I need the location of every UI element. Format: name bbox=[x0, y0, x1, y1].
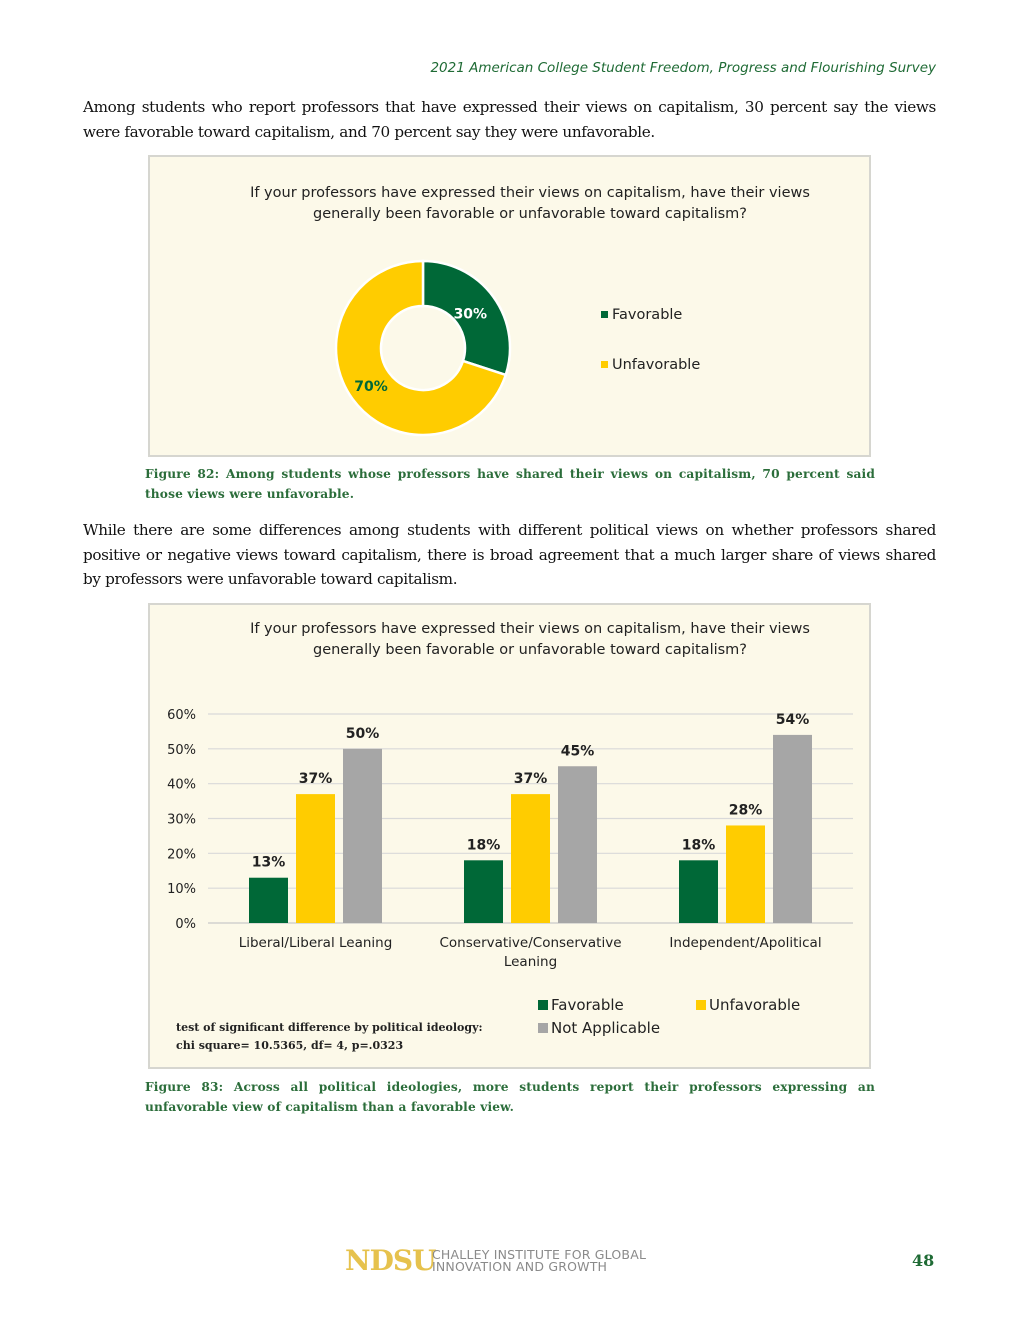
bar-chart-title: If your professors have expressed their views on capitalism, have their views generally been favorable or unfavorable toward capitalism? bbox=[250, 621, 810, 658]
bar-chart-figure-83 bbox=[148, 603, 871, 1069]
y-tick-label: 30% bbox=[167, 812, 196, 828]
running-header: 2021 American College Student Freedom, Progress and Flourishing Survey bbox=[430, 60, 936, 76]
legend-label-unfavorable: Unfavorable bbox=[612, 357, 701, 373]
bar-unfavorable bbox=[511, 794, 550, 923]
bar-chart-canvas bbox=[150, 605, 873, 1071]
legend-swatch-unfavorable bbox=[696, 1000, 706, 1010]
legend-label-favorable: Favorable bbox=[551, 996, 624, 1014]
paragraph-ideology: While there are some differences among students with different political views on whether professors shared positive or negative views toward capitalism, there is broad agreement that a much larger share of views shared by professors were unfavorable toward capitalism. bbox=[83, 521, 936, 588]
x-category-label: Leaning bbox=[503, 954, 558, 970]
bar-data-label: 37% bbox=[298, 771, 333, 788]
donut-chart-figure-82 bbox=[148, 155, 871, 457]
legend-swatch-not-applicable bbox=[538, 1023, 548, 1033]
legend-swatch-favorable bbox=[538, 1000, 548, 1010]
bar-not-applicable bbox=[558, 766, 597, 923]
institute-line-1: CHALLEY INSTITUTE FOR GLOBAL bbox=[432, 1247, 647, 1262]
legend-label-favorable: Favorable bbox=[612, 307, 683, 323]
bar-data-label: 18% bbox=[466, 837, 501, 854]
y-tick-label: 20% bbox=[167, 847, 196, 863]
bar-favorable bbox=[464, 860, 503, 923]
annotation-line-2: chi square= 10.5365, df= 4, p=.0323 bbox=[176, 1039, 404, 1052]
annotation-line-1: test of significant difference by political ideology: bbox=[176, 1021, 483, 1034]
figure-82-caption: Figure 82: Among students whose professors have shared their views on capitalism, 70 percent said those views were unfavorable. bbox=[145, 467, 875, 501]
institute-name bbox=[432, 1249, 646, 1273]
bar-data-label: 37% bbox=[513, 771, 548, 788]
page-number: 48 bbox=[912, 1251, 935, 1270]
x-category-label: Liberal/Liberal Leaning bbox=[238, 935, 393, 951]
bar-data-label: 54% bbox=[775, 711, 810, 728]
bar-data-label: 13% bbox=[251, 854, 286, 871]
bar-favorable bbox=[249, 878, 288, 923]
bar-not-applicable bbox=[343, 749, 382, 923]
donut-data-label: 30% bbox=[453, 306, 488, 323]
legend-swatch-favorable bbox=[601, 311, 608, 318]
x-category-label: Independent/Apolitical bbox=[669, 935, 822, 951]
legend-label-unfavorable: Unfavorable bbox=[709, 996, 801, 1014]
ndsu-logo: NDSU bbox=[345, 1244, 436, 1277]
y-tick-label: 0% bbox=[175, 917, 196, 932]
legend-swatch-unfavorable bbox=[601, 361, 608, 368]
bar-unfavorable bbox=[296, 794, 335, 923]
bar-unfavorable bbox=[726, 825, 765, 923]
donut-chart-title: If your professors have expressed their views on capitalism, have their views generally been favorable or unfavorable toward capitalism? bbox=[250, 185, 810, 222]
y-tick-label: 50% bbox=[167, 742, 196, 758]
bar-not-applicable bbox=[773, 735, 812, 923]
donut-chart-canvas bbox=[150, 157, 873, 459]
bar-data-label: 28% bbox=[728, 802, 763, 819]
bar-data-label: 18% bbox=[681, 837, 716, 854]
y-tick-label: 40% bbox=[167, 777, 196, 793]
bar-data-label: 45% bbox=[560, 743, 595, 760]
legend-label-not-applicable: Not Applicable bbox=[551, 1019, 661, 1037]
donut-data-label: 70% bbox=[354, 379, 388, 395]
bar-favorable bbox=[679, 860, 718, 923]
institute-line-2: INNOVATION AND GROWTH bbox=[432, 1259, 608, 1274]
chi-square-annotation bbox=[176, 1019, 483, 1055]
figure-83-caption: Figure 83: Across all political ideologies, more students report their professors expressing an unfavorable view of capitalism than a favorable view. bbox=[145, 1080, 875, 1114]
x-category-label: Conservative/Conservative bbox=[439, 935, 622, 951]
bar-data-label: 50% bbox=[345, 725, 380, 742]
paragraph-intro: Among students who report professors that have expressed their views on capitalism, 30 percent say the views were favorable toward capitalism, and 70 percent say they were unfavorable. bbox=[83, 98, 936, 141]
y-tick-label: 60% bbox=[167, 708, 196, 723]
y-tick-label: 10% bbox=[167, 882, 196, 898]
